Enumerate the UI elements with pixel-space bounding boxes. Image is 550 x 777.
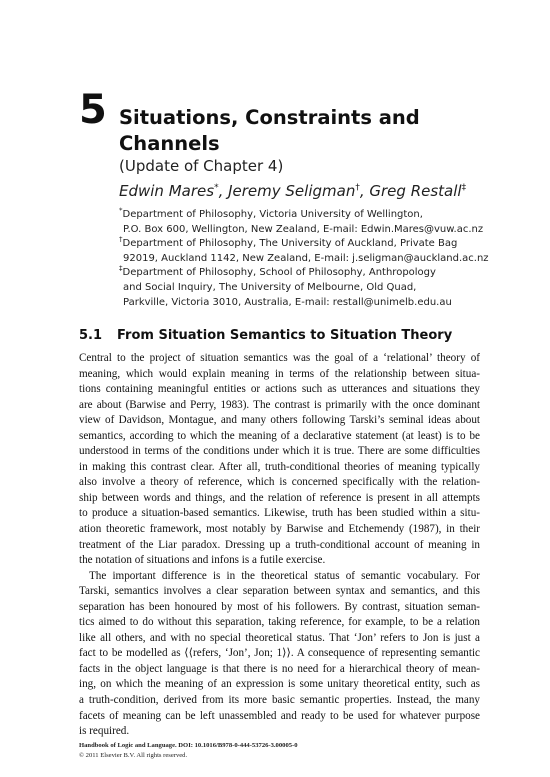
affiliation-line: P.O. Box 600, Wellington, New Zealand, E-mail: Edwin.Mares@vuw.ac.nz [123,223,484,235]
affiliation-line: *Department of Philosophy, Victoria University of Wellington, [119,206,423,220]
affiliation-line: 92019, Auckland 1142, New Zealand, E-mail: j.seligman@auckland.ac.nz [123,252,489,264]
text-line: like all others, and with no special theoretical status. That ‘Jon’ refers to Jon is just a [79,631,480,644]
text-line: Tarski, semantics involves a clear separation between syntax and semantics, and this [79,585,480,598]
text-line: fact to be modelled as ⟨⟨refers, ‘Jon’, Jon; 1⟩⟩. A consequence of representing semantic [79,647,480,660]
author-name: Jeremy Seligman [228,182,356,200]
text-line: facets of meaning can be left unassembled and ready to be used for whatever purpose [79,709,480,722]
text-line: The important difference is in the theoretical status of semantic vocabulary. For [89,569,480,582]
footer-doi-line: Handbook of Logic and Language. DOI: 10.1016/B978-0-444-53726-3.00005-0 [79,742,298,749]
chapter-title-line-1: Situations, Constraints and [119,106,420,129]
author-list: Edwin Mares*, Jeremy Seligman†, Greg Restall‡ [119,182,467,200]
chapter-title-line-2: Channels [119,132,220,155]
affiliation-mark: † [119,235,123,244]
text-line: Central to the project of situation semantics was the goal of a ‘relational’ theory of [79,352,480,364]
paragraph [79,351,480,569]
text-line: is required. [79,725,130,738]
text-line: the notation of situations and infons is a futile exercise. [79,554,326,567]
text-line: facts in the object language is that there is no need for a hierarchical theory of mean- [79,662,480,675]
chapter-subtitle: (Update of Chapter 4) [119,157,284,175]
author-footnote-mark: * [214,183,219,193]
section-heading [79,327,452,345]
author-footnote-mark: † [355,183,360,193]
affiliation-line: †Department of Philosophy, The University of Auckland, Private Bag [119,235,458,250]
text-line: also involve a theory of reference, which is concerned specifically with the relation- [79,476,480,489]
affiliation-line: and Social Inquiry, The University of Melbourne, Old Quad, [123,281,417,293]
text-line: view of Davidson, Montague, and many others following Tarski’s seminal ideas about [79,414,480,427]
text-line: understood in terms of the conditions under which it is true. There are some difficulties [79,445,480,458]
page-footer [79,741,298,760]
text-line: a truth-condition, derived from its more basic semantic properties. Instead, the many [79,694,480,707]
affiliation-line: ‡Department of Philosophy, School of Philosophy, Anthropology [119,265,436,279]
affiliation-mark: * [119,206,123,215]
author-name: Greg Restall [369,182,462,200]
chapter-title [119,105,479,157]
text-line: tions containing meaningful entities or actions such as utterances and situations they [79,383,480,396]
author-name: Edwin Mares [119,182,215,200]
text-line: ation theoretic framework, most notably by Barwise and Etchemendy (1987), in their [79,523,480,536]
text-line: to produce a situation-based semantics. Likewise, truth has been studied within a situ- [79,507,480,520]
section-number: 5.1 [79,328,103,343]
body-text [79,351,480,740]
section-title: From Situation Semantics to Situation Theory [117,328,453,343]
footer-copyright-line: © 2011 Elsevier B.V. All rights reserved. [79,751,188,759]
text-line: ship between words and things, and the relation of reference is present in all attempts [79,491,480,504]
text-line: ing, on which the meaning of an expression is some unitary theoretical entity, such as [79,678,480,691]
affiliation-line: Parkville, Victoria 3010, Australia, E-mail: restall@unimelb.edu.au [123,296,452,308]
text-line: meaning, which would explain meaning in terms of the relationship between situa- [79,367,480,380]
text-line: separation has been honoured by most of his followers. By contrast, situation seman- [79,600,480,613]
text-line: in making this contrast clear. After all, truth-conditional theories of meaning typically [79,460,480,473]
author-footnote-mark: ‡ [461,183,467,193]
paragraph [79,569,480,740]
text-line: treatment of the Liar paradox. Dressing up a truth-conditional account of meaning in [79,538,480,551]
chapter-number: 5 [79,87,106,133]
text-line: tics aimed to do without this separation, taking reference, for example, to be a relation [79,616,480,629]
text-line: semantics, according to which the meaning of a declarative statement (at least) is to be [79,429,480,442]
text-line: are about (Barwise and Perry, 1983). The contrast is primarily with the once dominant [79,398,480,411]
affiliation-mark: ‡ [119,265,123,274]
affiliations [119,208,519,310]
